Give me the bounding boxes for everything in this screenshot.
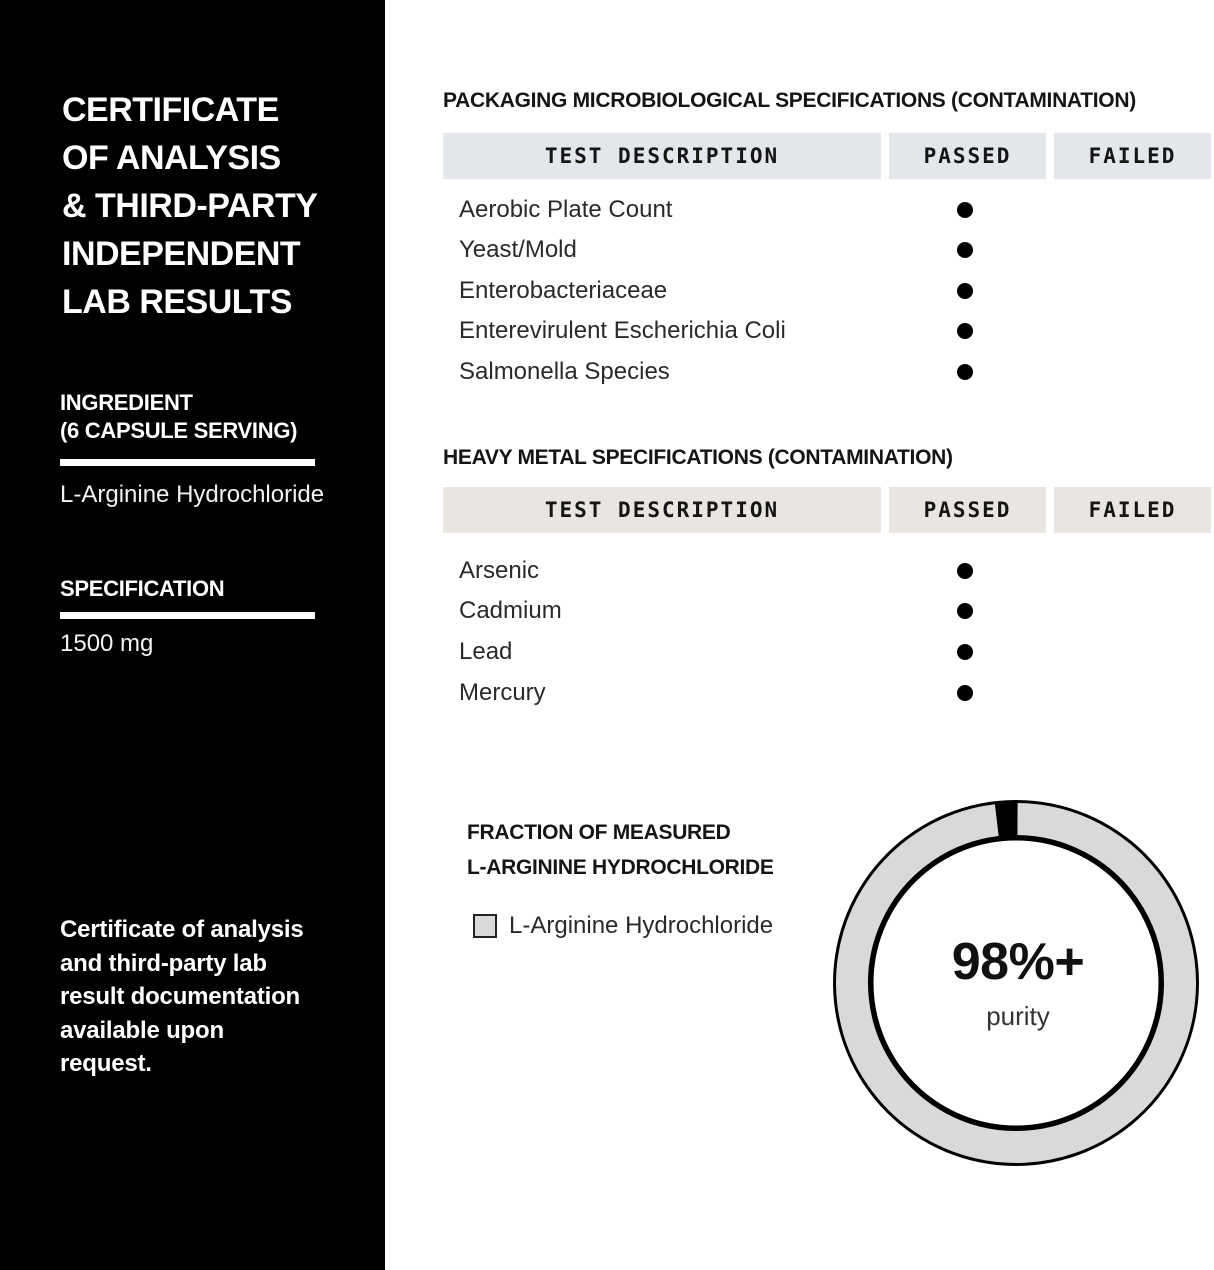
passed-dot-icon [957, 603, 973, 619]
table-row [459, 271, 1199, 311]
test-name: Mercury [459, 679, 546, 706]
title-line: INDEPENDENT [62, 235, 301, 273]
passed-dot-icon [957, 283, 973, 299]
column-header-failed: FAILED [1054, 133, 1211, 179]
fraction-title-line: FRACTION OF MEASURED [467, 821, 731, 844]
donut-slice-other [997, 819, 1018, 820]
micro-section-title: PACKAGING MICROBIOLOGICAL SPECIFICATIONS (CONTAMINATION) [443, 89, 1136, 112]
table-row [459, 311, 1199, 351]
table-row [459, 352, 1199, 392]
table-row [459, 190, 1199, 230]
test-name: Enterobacteriaceae [459, 277, 668, 304]
column-header-test-description: TEST DESCRIPTION [443, 487, 881, 533]
test-name: Enterevirulent Escherichia Coli [459, 317, 786, 344]
passed-dot-icon [957, 364, 973, 380]
note-line: Certificate of analysis [60, 916, 304, 943]
note-line: result documentation [60, 983, 301, 1010]
title-line: CERTIFICATE [62, 91, 279, 129]
purity-value: 98%+ [951, 933, 1085, 991]
table-row [459, 673, 1199, 713]
ingredient-heading-line: (6 CAPSULE SERVING) [60, 418, 298, 443]
fraction-title-line: L-ARGININE HYDROCHLORIDE [467, 856, 774, 879]
title-line: & THIRD-PARTY [62, 187, 318, 225]
note-line: request. [60, 1050, 152, 1077]
test-name: Salmonella Species [459, 358, 670, 385]
test-name: Arsenic [459, 557, 540, 584]
ingredient-heading-line: INGREDIENT [60, 390, 193, 415]
legend-swatch [473, 914, 497, 938]
legend-label: L-Arginine Hydrochloride [509, 912, 774, 939]
micro-table-header [443, 133, 1211, 179]
ingredient-heading [60, 389, 297, 445]
metal-section-title: HEAVY METAL SPECIFICATIONS (CONTAMINATION) [443, 446, 953, 469]
document-title [62, 86, 362, 326]
passed-dot-icon [957, 323, 973, 339]
note-line: and third-party lab [60, 949, 267, 977]
specification-heading: SPECIFICATION [60, 576, 225, 601]
test-name: Aerobic Plate Count [459, 196, 673, 223]
availability-note [60, 913, 360, 1081]
purity-caption: purity [986, 1001, 1050, 1031]
metal-table-header [443, 487, 1211, 533]
specification-divider [60, 612, 315, 619]
column-header-passed: PASSED [889, 487, 1046, 533]
table-row [459, 551, 1199, 591]
passed-dot-icon [957, 563, 973, 579]
title-line: LAB RESULTS [62, 283, 292, 321]
column-header-failed: FAILED [1054, 487, 1211, 533]
column-header-passed: PASSED [889, 133, 1046, 179]
ingredient-divider [60, 459, 315, 466]
column-header-test-description: TEST DESCRIPTION [443, 133, 881, 179]
test-name: Cadmium [459, 597, 562, 624]
note-line: available upon [60, 1016, 224, 1044]
ingredient-value: L-Arginine Hydrochloride [60, 481, 325, 508]
passed-dot-icon [957, 202, 973, 218]
table-row [459, 230, 1199, 270]
fraction-title [467, 815, 774, 885]
passed-dot-icon [957, 685, 973, 701]
test-name: Yeast/Mold [459, 236, 577, 263]
title-line: OF ANALYSIS [62, 139, 281, 177]
passed-dot-icon [957, 242, 973, 258]
sidebar [0, 0, 385, 1270]
specification-value: 1500 mg [60, 630, 154, 657]
test-name: Lead [459, 638, 513, 665]
table-row [459, 632, 1199, 672]
table-row [459, 591, 1199, 631]
passed-dot-icon [957, 644, 973, 660]
